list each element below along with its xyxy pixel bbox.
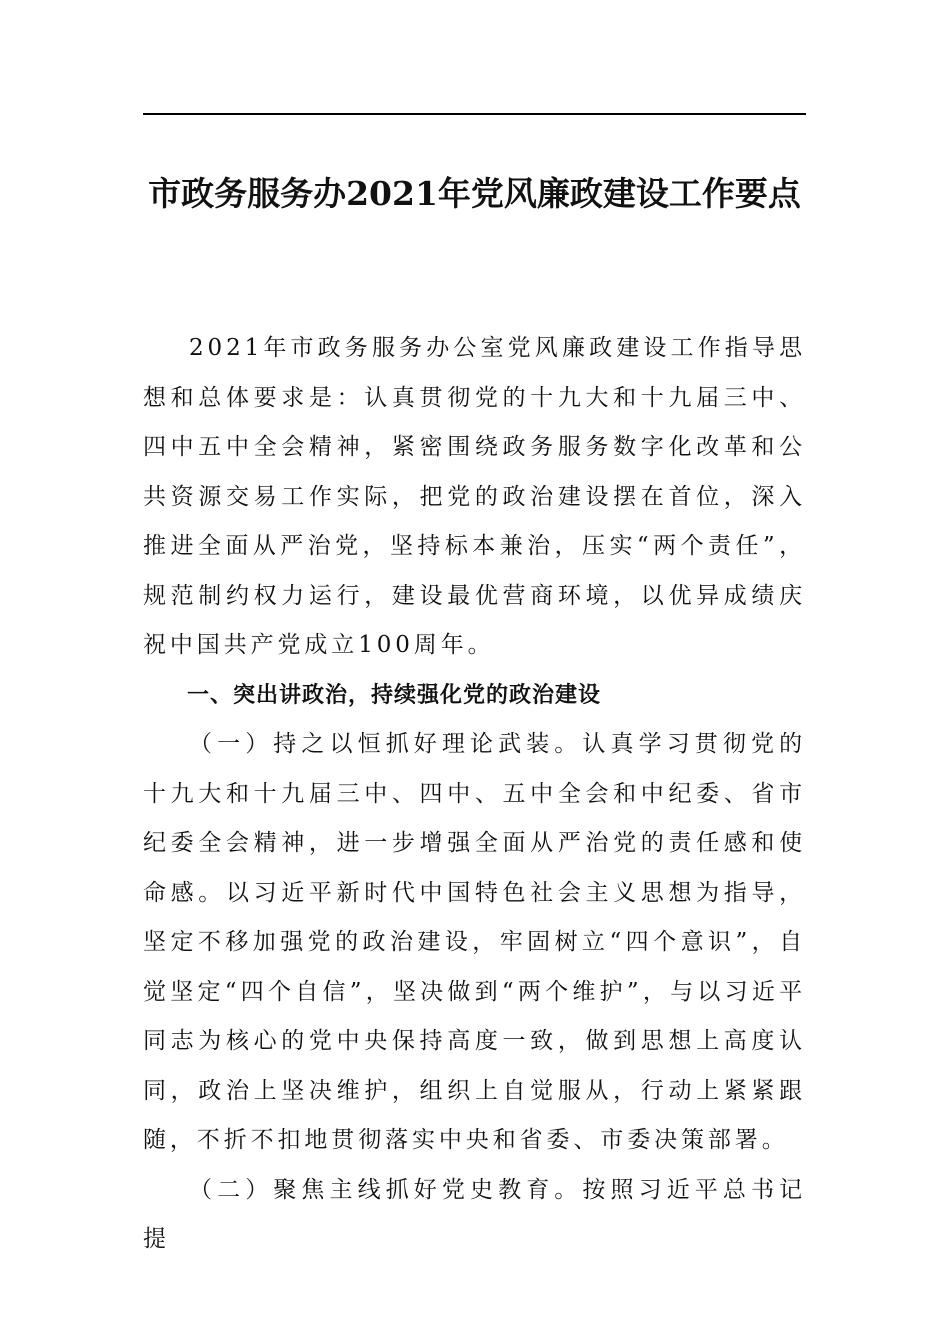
section-heading-1: 一、突出讲政治，持续强化党的政治建设 xyxy=(187,682,602,708)
document-title: 市政务服务办2021年党风廉政建设工作要点 xyxy=(148,174,801,213)
header-rule xyxy=(143,113,806,115)
document-body xyxy=(143,324,806,1265)
paragraph-intro: 2021年市政务服务办公室党风廉政建设工作指导思想和总体要求是：认真贯彻党的十九大和十九届三中、四中五中全会精神，紧密围绕政务服务数字化改革和公共资源交易工作实际，把党的政治建设摆在首位，深入推进全面从严治党，坚持标本兼治，压实“两个责任”，规范制约权力运行，建设最优营商环境，以优异成绩庆祝中国共产党成立100周年。 xyxy=(143,335,806,658)
paragraph-1-2: （二）聚焦主线抓好党史教育。按照习近平总书记提 xyxy=(143,1176,806,1252)
paragraph-1-1: （一）持之以恒抓好理论武装。认真学习贯彻党的十九大和十九届三中、四中、五中全会和中纪委、省市纪委全会精神，进一步增强全面从严治党的责任感和使命感。以习近平新时代中国特色社会主义思想为指导，坚定不移加强党的政治建设，牢固树立“四个意识”，自觉坚定“四个自信”，坚决做到“两个维护”，与以习近平同志为核心的党中央保持高度一致，做到思想上高度认同，政治上坚决维护，组织上自觉服从，行动上紧紧跟随，不折不扣地贯彻落实中央和省委、市委决策部署。 xyxy=(143,731,806,1153)
